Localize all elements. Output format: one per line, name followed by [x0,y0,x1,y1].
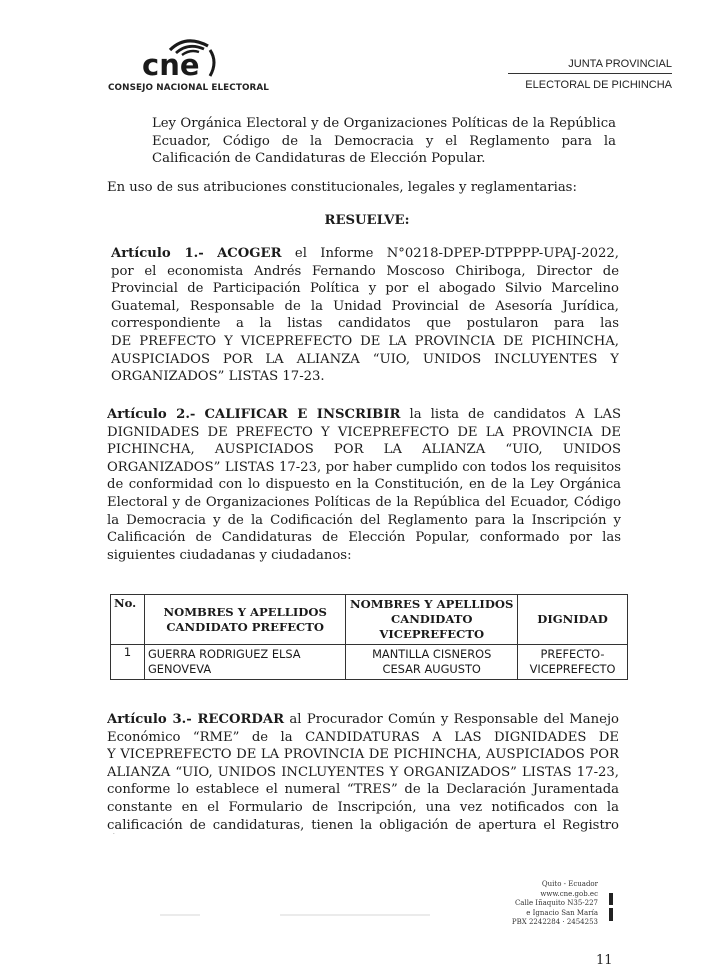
address-line: PBX 2242284 · 2454253 [511,918,598,927]
articulo-3-first-rest: al Procurador Común y Responsable del Manejo [284,712,619,727]
cell-dignidad-line-2: VICEPREFECTO [529,662,616,676]
header-vice-line-1: NOMBRES Y APELLIDOS [350,597,514,611]
header-viceprefecto [346,595,518,645]
articulo-2-label: Artículo 2.- [107,407,196,422]
header-vice-line-2: CANDIDATO [390,612,473,626]
articulo-2-verb: CALIFICAR E INSCRIBIR [204,407,401,422]
articulo-1 [111,245,619,386]
cell-prefecto-line-2: GENOVEVA [147,662,212,676]
articulo-2-first-rest: la lista de candidatos A LAS [409,407,621,422]
header-dignidad: DIGNIDAD [518,595,628,645]
articulo-1-label: Artículo 1.- [111,246,204,261]
header-institution [508,58,672,92]
articulo-1-verb: ACOGER [217,246,282,261]
faint-watermark [160,906,440,916]
articulo-1-line: ORGANIZADOS” LISTAS 17-23. [111,369,325,385]
cell-vice-line-1: MANTILLA CISNEROS [372,646,492,661]
page-number: 11 [596,953,613,968]
header-prefecto-line-2: CANDIDATO PREFECTO [166,619,325,634]
cne-logo-icon [138,36,228,80]
logo-subtitle: CONSEJO NACIONAL ELECTORAL [108,83,270,93]
header-line-2: ELECTORAL DE PICHINCHA [525,79,672,91]
address-line: e Ignacio San María [526,908,598,917]
articulo-3-line: Y VICEPREFECTO DE LA PROVINCIA DE PICHINCHA, AUSPICIADOS POR [107,747,619,763]
articulo-1-line: correspondiente a la listas candidatos que postularon para las [111,316,619,332]
articulo-2-first-line [107,406,621,424]
header-line-1: JUNTA PROVINCIAL [568,58,672,70]
articulo-1-line: Provincial de Participación Política y por el abogado Silvio Marcelino [111,281,619,297]
candidates-table [110,594,628,680]
cell-no: 1 [111,645,145,680]
header-prefecto [144,595,345,645]
articulo-2-line: PICHINCHA, AUSPICIADOS POR LA ALIANZA “UIO, UNIDOS [107,442,621,458]
articulo-2-line: la Democracia y de la Codificación del Reglamento para la Inscripción y [107,512,621,528]
cell-dignidad-line-1: PREFECTO- [540,646,605,661]
articulo-2-line: Calificación de Candidaturas de Elección Popular, conformado por las [107,530,621,546]
header-no: No. [111,595,145,645]
articulo-2-line: de conformidad con lo dispuesto en la Constitución, en de la Ley Orgánica [107,477,621,493]
articulo-3-line: constante en el Formulario de Inscripción, una vez notificados con la [107,799,619,815]
uso-paragraph: En uso de sus atribuciones constitucionales, legales y reglamentarias: [107,180,577,195]
address-line: Calle Iñaquito N35-227 [514,899,598,908]
footer-bars-icon [609,893,615,921]
articulo-2 [107,406,621,564]
logo-text: cne [142,48,200,80]
header-prefecto-line-1: NOMBRES Y APELLIDOS [163,604,327,619]
resuelve-heading: RESUELVE: [324,213,410,228]
articulo-2-line: siguientes ciudadanas y ciudadanos: [107,547,352,563]
articulo-1-line: por el economista Andrés Fernando Moscoso Chiriboga, Director de [111,263,619,279]
footer-bar [609,908,613,921]
address-line: Quito - Ecuador [541,880,598,888]
articulo-2-line: DIGNIDADES DE PREFECTO Y VICEPREFECTO DE LA PROVINCIA DE [107,424,621,440]
articulo-3-line: ALIANZA “UIO, UNIDOS INCLUYENTES Y ORGANIZADOS” LISTAS 17-23, [107,764,619,780]
footer-address [480,880,598,928]
articulo-1-first-line [111,245,619,263]
address-line: www.cne.gob.ec [540,889,598,898]
cell-viceprefecto [346,645,518,680]
header-vice-line-3: VICEPREFECTO [379,627,485,641]
articulo-2-line: ORGANIZADOS” LISTAS 17-23, por haber cumplido con todos los requisitos [107,459,621,475]
intro-line: Calificación de Candidaturas de Elección Popular. [152,151,486,167]
articulo-2-line: Electoral y de Organizaciones Políticas de la República del Ecuador, Código [107,494,621,510]
table-header-row [111,595,628,645]
cne-logo [108,36,268,100]
articulo-1-line: DE PREFECTO Y VICEPREFECTO DE LA PROVINCIA DE PICHINCHA, [111,333,619,349]
articulo-3-label: Artículo 3 [107,712,182,727]
cell-vice-line-2: CESAR AUGUSTO [382,662,481,676]
articulo-3-line: conforme lo establece el numeral “TRES” de la Declaración Juramentada [107,782,619,798]
articulo-3 [107,711,619,834]
articulo-1-line: AUSPICIADOS POR LA ALIANZA “UIO, UNIDOS INCLUYENTES Y [111,351,619,367]
articulo-1-line: Guatemal, Responsable de la Unidad Provincial de Asesoría Jurídica, [111,298,619,314]
articulo-1-first-rest: el Informe N°0218-DPEP-DTPPPP-UPAJ-2022, [294,246,619,261]
articulo-3-first-line [107,711,619,729]
watermark-marks [160,911,440,921]
articulo-3-verb: .- RECORDAR [181,712,285,727]
cell-prefecto [144,645,345,680]
intro-line: Ecuador, Código de la Democracia y el Reglamento para la [152,133,616,149]
table-row [111,645,628,680]
articulo-3-line: calificación de candidaturas, tienen la obligación de apertura el Registro [107,817,619,833]
intro-line: Ley Orgánica Electoral y de Organizaciones Políticas de la República [152,116,616,131]
header-divider [508,73,672,74]
cell-dignidad [518,645,628,680]
intro-paragraph [152,115,616,168]
footer-bar [609,893,613,905]
cell-prefecto-line-1: GUERRA RODRIGUEZ ELSA [147,646,301,661]
articulo-3-line: Económico “RME” de la CANDIDATURAS A LAS DIGNIDADES DE [107,729,619,745]
